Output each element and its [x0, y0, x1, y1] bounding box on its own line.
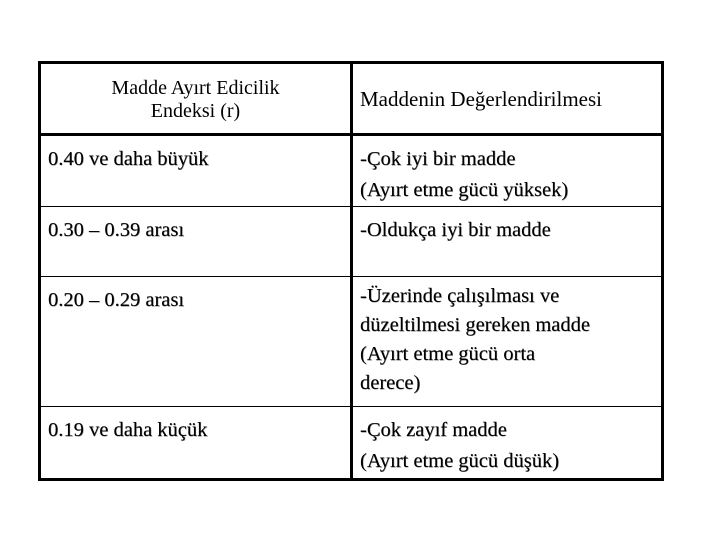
evaluation-line: derece) — [360, 372, 421, 394]
table-row-4-range — [41, 407, 353, 478]
range-label: 0.30 – 0.39 arası — [48, 219, 185, 241]
table-row-2-range — [41, 207, 353, 277]
evaluation-line: -Çok zayıf madde — [360, 419, 507, 441]
table-row-3-range — [41, 277, 353, 407]
table-row-1-range — [41, 136, 353, 207]
header-index — [41, 64, 353, 136]
evaluation-line: düzeltilmesi gereken madde — [360, 314, 590, 336]
table-row-2-evaluation — [353, 207, 664, 277]
range-label: 0.40 ve daha büyük — [48, 148, 209, 170]
table-row-4-evaluation — [353, 407, 664, 478]
evaluation-line: -Çok iyi bir madde — [360, 148, 516, 170]
evaluation-line: (Ayırt etme gücü düşük) — [360, 450, 560, 472]
header-index-label: Madde Ayırt Edicilik Endeksi (r) — [111, 76, 280, 122]
evaluation-line: (Ayırt etme gücü yüksek) — [360, 179, 569, 201]
range-label: 0.20 – 0.29 arası — [48, 289, 185, 311]
table-row-1-evaluation — [353, 136, 664, 207]
evaluation-line: -Oldukça iyi bir madde — [360, 219, 551, 241]
header-evaluation-label: Maddenin Değerlendirilmesi — [360, 87, 603, 111]
header-evaluation — [353, 64, 664, 136]
evaluation-line: -Üzerinde çalışılması ve — [360, 285, 560, 307]
discrimination-index-table — [38, 61, 664, 481]
range-label: 0.19 ve daha küçük — [48, 419, 208, 441]
table-row-3-evaluation — [353, 277, 664, 407]
evaluation-line: (Ayırt etme gücü orta — [360, 343, 536, 365]
